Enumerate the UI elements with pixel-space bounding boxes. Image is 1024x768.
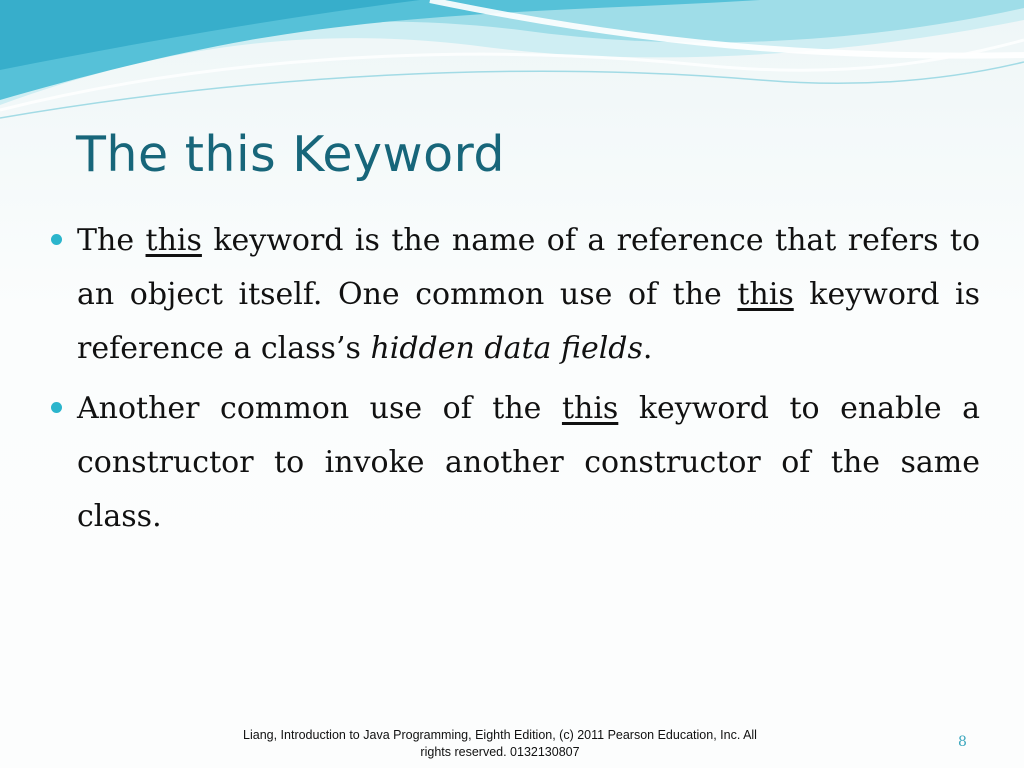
bullet-text: . (642, 331, 653, 366)
footer-line: rights reserved. 0132130807 (420, 745, 580, 759)
footer-citation (200, 727, 800, 761)
slide-title: The this Keyword (76, 126, 505, 183)
bullet-text: keyword is the name of a reference that refers to an object itself. One common use of the (77, 223, 981, 312)
footer-line: Liang, Introduction to Java Programming, Eighth Edition, (c) 2011 Pearson Education, Inc. All (243, 728, 757, 742)
keyword-this: this (145, 223, 202, 258)
bullet-item (48, 382, 980, 544)
bullet-dot-icon (51, 234, 62, 245)
keyword-this: this (737, 277, 794, 312)
emphasis-text: hidden data fields (370, 331, 643, 366)
bullet-item (48, 214, 980, 376)
bullet-text: The (77, 223, 146, 258)
bullet-list (48, 214, 980, 550)
bullet-text: keyword to enable a constructor to invoke another constructor of the same class. (77, 391, 981, 534)
page-number: 8 (958, 734, 967, 750)
bullet-dot-icon (51, 402, 62, 413)
bullet-text: keyword is reference a class’s (77, 277, 980, 366)
bullet-text: Another common use of the (77, 391, 562, 426)
header-wave-decoration (0, 0, 1024, 130)
keyword-this: this (561, 391, 619, 426)
